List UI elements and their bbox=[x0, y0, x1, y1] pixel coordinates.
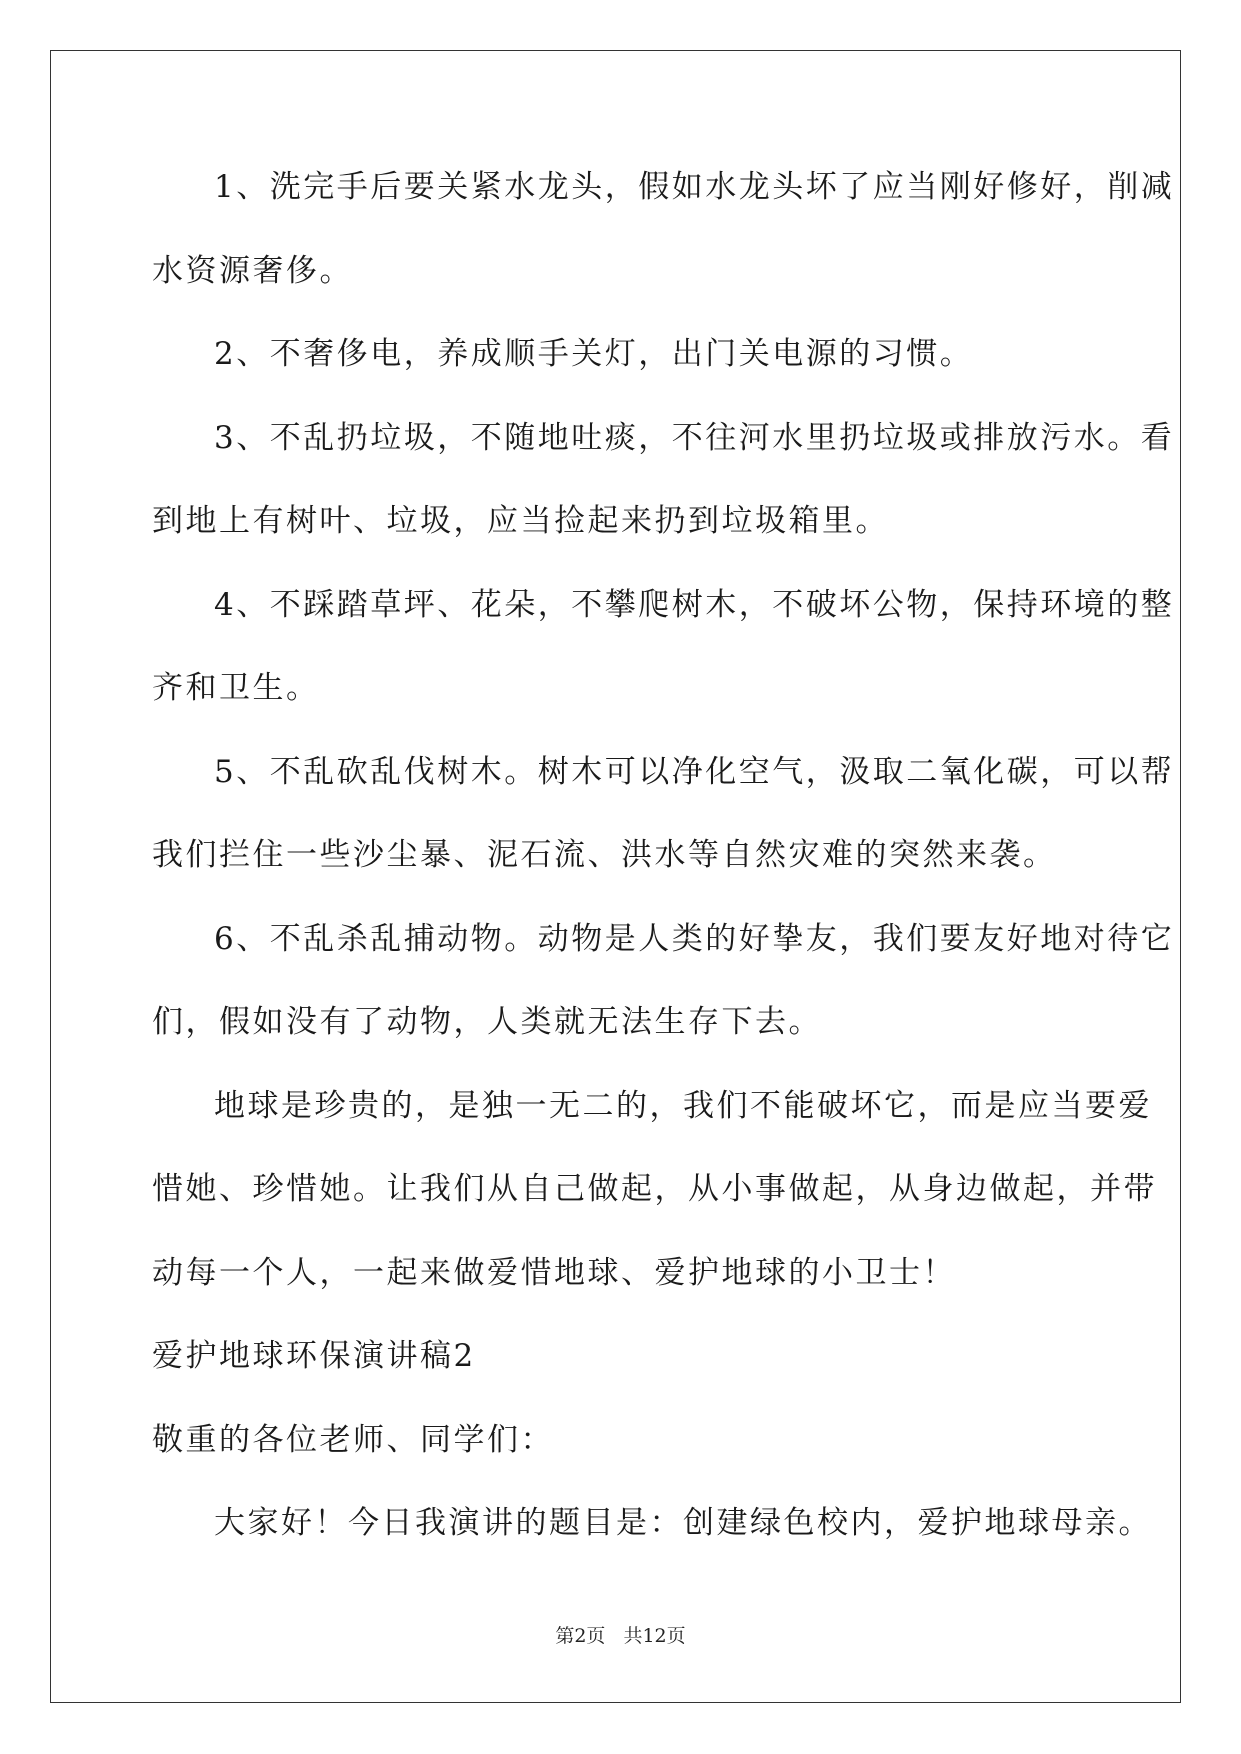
salutation: 敬重的各位老师、同学们： bbox=[152, 1421, 554, 1458]
paragraph-line: 水资源奢侈。 bbox=[152, 252, 353, 289]
paragraph-line: 6、不乱杀乱捕动物。动物是人类的好挚友，我们要友好地对待它 bbox=[214, 920, 1175, 957]
paragraph-line: 1、洗完手后要关紧水龙头，假如水龙头坏了应当刚好修好，削减 bbox=[214, 169, 1175, 205]
paragraph-line: 齐和卫生。 bbox=[152, 670, 320, 706]
paragraph-line: 2、不奢侈电，养成顺手关灯，出门关电源的习惯。 bbox=[214, 336, 974, 372]
page-footer bbox=[0, 1621, 1241, 1648]
document-body bbox=[152, 162, 1175, 1582]
paragraph-line: 4、不踩踏草坪、花朵，不攀爬树木，不破坏公物，保持环境的整 bbox=[214, 586, 1175, 623]
paragraph-line: 们，假如没有了动物，人类就无法生存下去。 bbox=[152, 1004, 822, 1040]
page-number: 第2页 bbox=[555, 1625, 606, 1647]
paragraph-line: 动每一个人，一起来做爱惜地球、爱护地球的小卫士！ bbox=[152, 1254, 956, 1291]
section-title: 爱护地球环保演讲稿2 bbox=[152, 1338, 476, 1374]
opening-line: 大家好！今日我演讲的题目是：创建绿色校内，爱护地球母亲。 bbox=[214, 1505, 1152, 1541]
paragraph-line: 到地上有树叶、垃圾，应当捡起来扔到垃圾箱里。 bbox=[152, 503, 889, 539]
paragraph-line: 3、不乱扔垃圾，不随地吐痰，不往河水里扔垃圾或排放污水。看 bbox=[214, 419, 1175, 456]
paragraph-line: 惜她、珍惜她。让我们从自己做起，从小事做起，从身边做起，并带 bbox=[152, 1171, 1157, 1207]
paragraph-line: 地球是珍贵的，是独一无二的，我们不能破坏它，而是应当要爱 bbox=[214, 1087, 1152, 1124]
paragraph-line: 5、不乱砍乱伐树木。树木可以净化空气，汲取二氧化碳，可以帮 bbox=[214, 753, 1175, 790]
paragraph-line: 我们拦住一些沙尘暴、泥石流、洪水等自然灾难的突然来袭。 bbox=[152, 837, 1057, 873]
page-total: 共12页 bbox=[623, 1625, 686, 1647]
